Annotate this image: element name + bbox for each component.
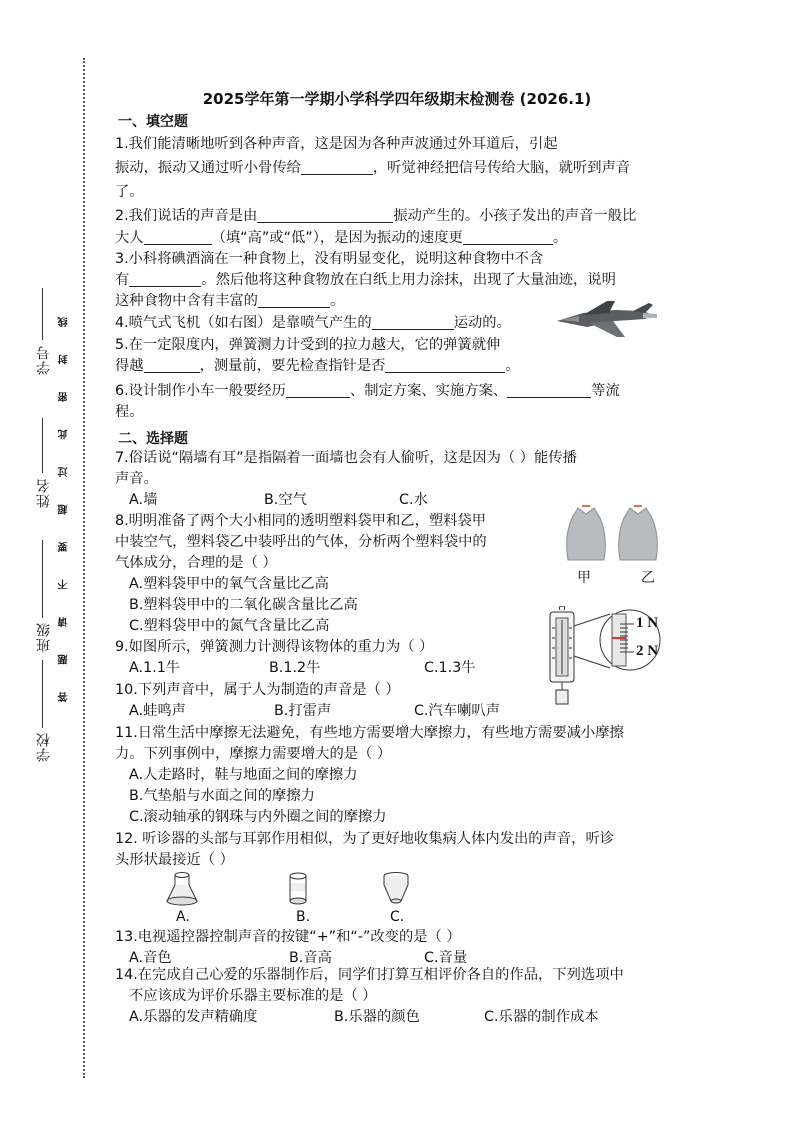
- q14-option-b[interactable]: B.乐器的颜色: [334, 1009, 420, 1025]
- q5-line-1: 5.在一定限度内，弹簧测力计受到的拉力越大，它的弹簧就伸: [115, 337, 501, 353]
- q11-line-1: 11.日常生活中摩擦无法避免，有些地方需要增大摩擦力，有些地方需要减小摩擦: [115, 725, 624, 741]
- scale-mark-1n: 1 N: [636, 615, 659, 631]
- name-label: 姓名: [36, 478, 52, 508]
- q13-line-1: 13.电视遥控器控制声音的按键“+”和“-”改变的是（ ）: [115, 929, 461, 945]
- q11-line-2: 力。下列事例中，摩擦力需要增大的是（ ）: [115, 746, 392, 762]
- q7-options: [129, 490, 428, 511]
- q1-line-3: 了。: [115, 184, 144, 200]
- q14-line-1: 14.在完成自己心爱的乐器制作后，同学们打算互相评价各自的作品，下列选项中: [115, 967, 624, 983]
- q3-line-2: 有 。然后他将这种食物放在白纸上用力涂抹，出现了大量油迹，说明: [115, 272, 616, 288]
- q12-option-a[interactable]: A.: [176, 909, 190, 925]
- q9-option-c[interactable]: C.1.3牛: [424, 660, 476, 676]
- q6-line-2: 程。: [115, 404, 144, 420]
- q9-options: [129, 658, 476, 679]
- q12-option-c[interactable]: C.: [390, 909, 405, 925]
- name-field[interactable]: [42, 418, 43, 473]
- q9-line-1: 9.如图所示，弹簧测力计测得该物体的重力为（ ）: [115, 639, 434, 655]
- shape-c-image: [381, 871, 411, 909]
- class-label: 班级: [36, 622, 52, 652]
- q3-blank-2[interactable]: [258, 293, 330, 308]
- section-fill-in-heading: 一、填空题: [118, 114, 188, 130]
- scale-mark-2n: 2 N: [636, 643, 659, 659]
- q2-blank-1[interactable]: [257, 208, 393, 223]
- q9-option-a[interactable]: A.1.1牛: [129, 660, 181, 676]
- student-id-label: 学号: [36, 345, 52, 375]
- shape-b-image: [286, 871, 310, 909]
- q5-blank-2[interactable]: [385, 358, 505, 373]
- student-id-field[interactable]: [42, 288, 43, 340]
- q9-option-b[interactable]: B.1.2牛: [269, 660, 321, 676]
- q11-option-a[interactable]: A.人走路时，鞋与地面之间的摩擦力: [129, 767, 358, 783]
- q5-blank-1[interactable]: [144, 358, 200, 373]
- q3-line-1: 3.小科将碘酒滴在一种食物上，没有明显变化，说明这种食物中不含: [115, 251, 544, 267]
- q8-line-3: 气体成分，合理的是（ ）: [115, 555, 277, 571]
- q4-line-1: 4.喷气式飞机（如右图）是靠喷气产生的 运动的。: [115, 315, 511, 331]
- q1-line-1: 1.我们能清晰地听到各种声音，这是因为各种声波通过外耳道后，引起: [115, 136, 558, 152]
- q1-blank-1[interactable]: [301, 160, 373, 175]
- q6-blank-2[interactable]: [507, 383, 591, 398]
- q14-option-a[interactable]: A.乐器的发声精确度: [129, 1009, 258, 1025]
- q5-line-2: 得越 ，测量前，要先检查指针是否 。: [115, 358, 520, 374]
- q7-option-a[interactable]: A.墙: [129, 492, 158, 508]
- page-title: 2025学年第一学期小学科学四年级期末检测卷 (2026.1): [202, 90, 592, 108]
- q14-option-c[interactable]: C.乐器的制作成本: [484, 1009, 599, 1025]
- binding-dotted-line: [83, 58, 85, 1078]
- q6-blank-1[interactable]: [286, 383, 350, 398]
- q10-options: [129, 701, 500, 722]
- binding-fold-text: 答 题 请 不 要 超 过 此 密 封 线: [59, 305, 70, 702]
- q6-line-1: 6.设计制作小车一般要经历 、制定方案、实施方案、 等流: [115, 383, 620, 399]
- q8-option-a[interactable]: A.塑料袋甲中的氧气含量比乙高: [129, 576, 329, 592]
- shape-a-image: [165, 871, 199, 909]
- q8-line-2: 中装空气，塑料袋乙中装呼出的气体，分析两个塑料袋中的: [115, 534, 487, 550]
- bag-yi-label: 乙: [641, 570, 655, 586]
- q7-option-b[interactable]: B.空气: [264, 492, 307, 508]
- section-choice-heading: 二、选择题: [118, 431, 188, 447]
- q8-option-b[interactable]: B.塑料袋甲中的二氧化碳含量比乙高: [129, 597, 358, 613]
- q11-option-b[interactable]: B.气垫船与水面之间的摩擦力: [129, 788, 315, 804]
- school-label: 学校: [36, 732, 52, 762]
- q8-option-c[interactable]: C.塑料袋甲中的氮气含量比乙高: [129, 618, 330, 634]
- q10-option-c[interactable]: C.汽车喇叭声: [414, 703, 501, 719]
- q7-option-c[interactable]: C.水: [399, 492, 428, 508]
- q13-option-c[interactable]: C.音量: [424, 950, 468, 966]
- q2-line-1: 2.我们说话的声音是由 振动产生的。小孩子发出的声音一般比: [115, 208, 637, 224]
- q2-blank-3[interactable]: [463, 230, 553, 245]
- q8-line-1: 8.明明准备了两个大小相同的透明塑料袋甲和乙，塑料袋甲: [115, 513, 487, 529]
- q12-line-2: 头形状最接近（ ）: [115, 852, 234, 868]
- plastic-bags-image: [560, 500, 664, 564]
- class-field[interactable]: [42, 540, 43, 618]
- q14-line-2: 不应该成为评价乐器主要标准的是（ ）: [129, 988, 377, 1004]
- q7-line-1: 7.俗话说“隔墙有耳”是指隔着一面墙也会有人偷听，这是因为（ ）能传播: [115, 450, 577, 466]
- q11-option-c[interactable]: C.滚动轴承的钢珠与内外圈之间的摩擦力: [129, 809, 387, 825]
- q3-blank-1[interactable]: [129, 272, 201, 287]
- q7-line-2: 声音。: [115, 471, 158, 487]
- q10-option-a[interactable]: A.蛙鸣声: [129, 703, 186, 719]
- bag-jia-label: 甲: [577, 570, 591, 586]
- q13-option-a[interactable]: A.音色: [129, 950, 172, 966]
- q1-line-2: 振动，振动又通过听小骨传给 ，听觉神经把信号传给大脑，就听到声音: [115, 160, 631, 176]
- q12-option-b[interactable]: B.: [296, 909, 311, 925]
- q4-blank-1[interactable]: [372, 315, 454, 330]
- q14-options: [129, 1007, 599, 1028]
- q13-option-b[interactable]: B.音高: [289, 950, 332, 966]
- q12-line-1: 12. 听诊器的头部与耳郭作用相似，为了更好地收集病人体内发出的声音，听诊: [115, 831, 615, 847]
- q2-blank-2[interactable]: [144, 230, 212, 245]
- q3-line-3: 这种食物中含有丰富的 。: [115, 293, 345, 309]
- jet-plane-image: [553, 299, 658, 341]
- school-field[interactable]: [42, 660, 43, 728]
- q10-line-1: 10.下列声音中，属于人为制造的声音是（ ）: [115, 682, 400, 698]
- q2-line-2: 大人 （填“高”或“低”），是因为振动的速度更 。: [115, 230, 568, 246]
- q10-option-b[interactable]: B.打雷声: [274, 703, 332, 719]
